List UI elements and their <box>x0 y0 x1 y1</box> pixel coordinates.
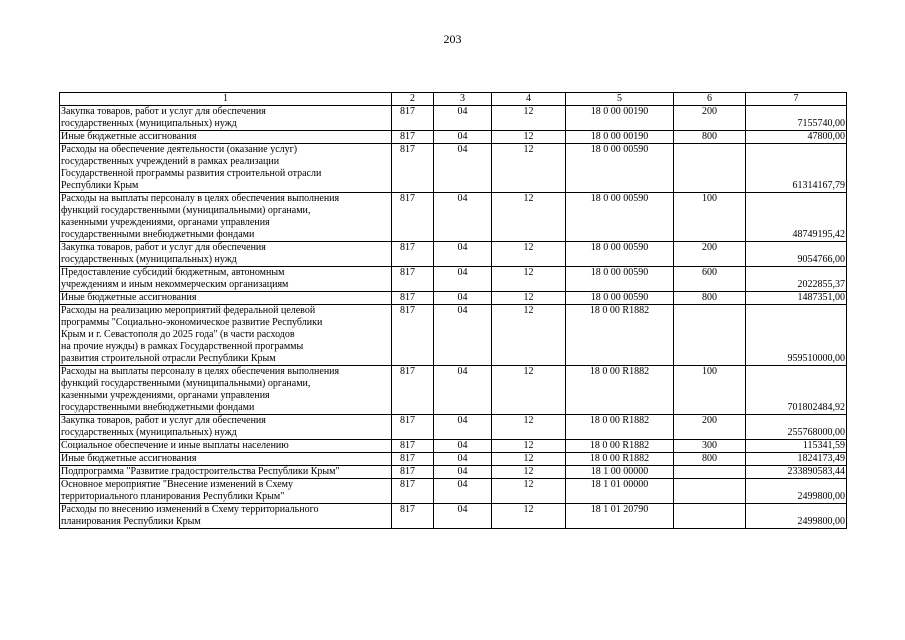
description-line: Закупка товаров, работ и услуг для обеспечения <box>61 242 266 253</box>
amount-cell: 255768000,00 <box>746 415 847 440</box>
amount-cell: 1487351,00 <box>746 292 847 305</box>
ministry-code-cell: 817 <box>392 466 434 479</box>
expense-type-cell <box>674 144 746 193</box>
subsection-code-cell: 12 <box>492 144 566 193</box>
amount-cell: 233890583,44 <box>746 466 847 479</box>
expense-type-cell <box>674 479 746 504</box>
description-line: развития строительной отрасли Республики Крым <box>61 353 276 364</box>
section-code-cell: 04 <box>434 466 492 479</box>
ministry-code-cell: 817 <box>392 267 434 292</box>
expense-type-cell: 600 <box>674 267 746 292</box>
table-body <box>60 93 847 529</box>
expense-type-cell: 100 <box>674 193 746 242</box>
table-row <box>60 242 847 267</box>
description-line: Социальное обеспечение и иные выплаты населению <box>61 440 289 451</box>
description-cell <box>60 453 392 466</box>
header-cell-5: 5 <box>566 93 674 106</box>
target-article-cell: 18 0 00 00590 <box>566 267 674 292</box>
subsection-code-cell: 12 <box>492 305 566 366</box>
amount-cell: 47800,00 <box>746 131 847 144</box>
table-row <box>60 504 847 529</box>
description-cell <box>60 305 392 366</box>
subsection-code-cell: 12 <box>492 242 566 267</box>
target-article-cell: 18 0 00 00590 <box>566 144 674 193</box>
description-cell <box>60 440 392 453</box>
description-line: Иные бюджетные ассигнования <box>61 292 197 303</box>
table-row <box>60 305 847 366</box>
ministry-code-cell: 817 <box>392 292 434 305</box>
expense-type-cell: 200 <box>674 242 746 267</box>
ministry-code-cell: 817 <box>392 440 434 453</box>
expense-type-cell: 100 <box>674 366 746 415</box>
ministry-code-cell: 817 <box>392 144 434 193</box>
table-row <box>60 106 847 131</box>
description-cell <box>60 479 392 504</box>
section-code-cell: 04 <box>434 267 492 292</box>
table-row <box>60 292 847 305</box>
target-article-cell: 18 1 01 00000 <box>566 479 674 504</box>
amount-cell: 701802484,92 <box>746 366 847 415</box>
ministry-code-cell: 817 <box>392 366 434 415</box>
target-article-cell: 18 0 00 00590 <box>566 193 674 242</box>
description-line: Расходы по внесению изменений в Схему территориального <box>61 504 319 515</box>
description-line: программы "Социально-экономическое развитие Республики <box>61 317 323 328</box>
expense-type-cell <box>674 466 746 479</box>
description-cell <box>60 267 392 292</box>
amount-cell: 7155740,00 <box>746 106 847 131</box>
description-cell <box>60 131 392 144</box>
ministry-code-cell: 817 <box>392 242 434 267</box>
budget-table <box>59 92 847 529</box>
target-article-cell: 18 0 00 R1882 <box>566 366 674 415</box>
description-line: государственных (муниципальных) нужд <box>61 254 237 265</box>
page-number: 203 <box>443 32 462 46</box>
description-line: Основное мероприятие "Внесение изменений в Схему <box>61 479 293 490</box>
description-cell <box>60 144 392 193</box>
description-cell <box>60 193 392 242</box>
table-row <box>60 479 847 504</box>
header-cell-3: 3 <box>434 93 492 106</box>
ministry-code-cell: 817 <box>392 479 434 504</box>
subsection-code-cell: 12 <box>492 106 566 131</box>
table-row <box>60 440 847 453</box>
table-header-row <box>60 93 847 106</box>
target-article-cell: 18 0 00 00190 <box>566 106 674 131</box>
description-cell <box>60 242 392 267</box>
header-cell-7: 7 <box>746 93 847 106</box>
subsection-code-cell: 12 <box>492 479 566 504</box>
header-cell-6: 6 <box>674 93 746 106</box>
description-line: учреждениям и иным некоммерческим организациям <box>61 279 289 290</box>
expense-type-cell: 200 <box>674 415 746 440</box>
table-row <box>60 453 847 466</box>
section-code-cell: 04 <box>434 440 492 453</box>
description-line: Расходы на обеспечение деятельности (оказание услуг) <box>61 144 298 155</box>
section-code-cell: 04 <box>434 415 492 440</box>
table-row <box>60 193 847 242</box>
section-code-cell: 04 <box>434 242 492 267</box>
subsection-code-cell: 12 <box>492 504 566 529</box>
section-code-cell: 04 <box>434 131 492 144</box>
amount-cell: 1824173,49 <box>746 453 847 466</box>
description-line: Закупка товаров, работ и услуг для обеспечения <box>61 106 266 117</box>
description-cell <box>60 415 392 440</box>
subsection-code-cell: 12 <box>492 453 566 466</box>
expense-type-cell: 300 <box>674 440 746 453</box>
description-cell <box>60 466 392 479</box>
amount-cell: 61314167,79 <box>746 144 847 193</box>
target-article-cell: 18 0 00 R1882 <box>566 305 674 366</box>
section-code-cell: 04 <box>434 479 492 504</box>
target-article-cell: 18 1 00 00000 <box>566 466 674 479</box>
ministry-code-cell: 817 <box>392 106 434 131</box>
description-cell <box>60 504 392 529</box>
description-line: территориального планирования Республики Крым" <box>61 491 285 502</box>
description-line: на прочие нужды) в рамках Государственной программы <box>61 341 304 352</box>
subsection-code-cell: 12 <box>492 292 566 305</box>
amount-cell: 2499800,00 <box>746 504 847 529</box>
header-cell-1: 1 <box>60 93 392 106</box>
section-code-cell: 04 <box>434 106 492 131</box>
table-row <box>60 267 847 292</box>
subsection-code-cell: 12 <box>492 415 566 440</box>
target-article-cell: 18 1 01 20790 <box>566 504 674 529</box>
description-line: государственных (муниципальных) нужд <box>61 118 237 129</box>
description-line: Республики Крым <box>61 180 139 191</box>
description-line: государственных учреждений в рамках реализации <box>61 156 280 167</box>
table-row <box>60 366 847 415</box>
target-article-cell: 18 0 00 00190 <box>566 131 674 144</box>
description-line: функций государственными (муниципальными) органами, <box>61 378 311 389</box>
description-line: Расходы на выплаты персоналу в целях обеспечения выполнения <box>61 193 340 204</box>
target-article-cell: 18 0 00 R1882 <box>566 415 674 440</box>
description-line: планирования Республики Крым <box>61 516 201 527</box>
subsection-code-cell: 12 <box>492 466 566 479</box>
description-line: Подпрограмма "Развитие градостроительства Республики Крым" <box>61 466 340 477</box>
section-code-cell: 04 <box>434 144 492 193</box>
table-row <box>60 415 847 440</box>
amount-cell: 2022855,37 <box>746 267 847 292</box>
target-article-cell: 18 0 00 R1882 <box>566 453 674 466</box>
description-line: Расходы на реализацию мероприятий федеральной целевой <box>61 305 316 316</box>
description-line: государственными внебюджетными фондами <box>61 402 255 413</box>
ministry-code-cell: 817 <box>392 415 434 440</box>
description-line: Крым и г. Севастополя до 2025 года" (в части расходов <box>61 329 295 340</box>
section-code-cell: 04 <box>434 305 492 366</box>
description-line: Государственной программы развития строительной отрасли <box>61 168 322 179</box>
subsection-code-cell: 12 <box>492 193 566 242</box>
description-line: казенными учреждениями, органами управления <box>61 390 270 401</box>
expense-type-cell: 800 <box>674 131 746 144</box>
expense-type-cell: 200 <box>674 106 746 131</box>
subsection-code-cell: 12 <box>492 267 566 292</box>
ministry-code-cell: 817 <box>392 504 434 529</box>
description-line: Предоставление субсидий бюджетным, автономным <box>61 267 285 278</box>
expense-type-cell <box>674 504 746 529</box>
amount-cell: 9054766,00 <box>746 242 847 267</box>
description-line: Иные бюджетные ассигнования <box>61 131 197 142</box>
section-code-cell: 04 <box>434 366 492 415</box>
ministry-code-cell: 817 <box>392 453 434 466</box>
description-line: государственных (муниципальных) нужд <box>61 427 237 438</box>
expense-type-cell <box>674 305 746 366</box>
expense-type-cell: 800 <box>674 453 746 466</box>
description-line: Закупка товаров, работ и услуг для обеспечения <box>61 415 266 426</box>
subsection-code-cell: 12 <box>492 366 566 415</box>
subsection-code-cell: 12 <box>492 440 566 453</box>
description-cell <box>60 106 392 131</box>
section-code-cell: 04 <box>434 292 492 305</box>
target-article-cell: 18 0 00 00590 <box>566 292 674 305</box>
section-code-cell: 04 <box>434 504 492 529</box>
ministry-code-cell: 817 <box>392 131 434 144</box>
description-line: казенными учреждениями, органами управления <box>61 217 270 228</box>
amount-cell: 959510000,00 <box>746 305 847 366</box>
ministry-code-cell: 817 <box>392 305 434 366</box>
section-code-cell: 04 <box>434 193 492 242</box>
section-code-cell: 04 <box>434 453 492 466</box>
description-cell <box>60 292 392 305</box>
description-cell <box>60 366 392 415</box>
expense-type-cell: 800 <box>674 292 746 305</box>
amount-cell: 115341,59 <box>746 440 847 453</box>
subsection-code-cell: 12 <box>492 131 566 144</box>
description-line: государственными внебюджетными фондами <box>61 229 255 240</box>
target-article-cell: 18 0 00 00590 <box>566 242 674 267</box>
header-cell-4: 4 <box>492 93 566 106</box>
amount-cell: 48749195,42 <box>746 193 847 242</box>
description-line: функций государственными (муниципальными) органами, <box>61 205 311 216</box>
table-row <box>60 131 847 144</box>
ministry-code-cell: 817 <box>392 193 434 242</box>
target-article-cell: 18 0 00 R1882 <box>566 440 674 453</box>
amount-cell: 2499800,00 <box>746 479 847 504</box>
description-line: Иные бюджетные ассигнования <box>61 453 197 464</box>
header-cell-2: 2 <box>392 93 434 106</box>
table-row <box>60 144 847 193</box>
description-line: Расходы на выплаты персоналу в целях обеспечения выполнения <box>61 366 340 377</box>
table-row <box>60 466 847 479</box>
